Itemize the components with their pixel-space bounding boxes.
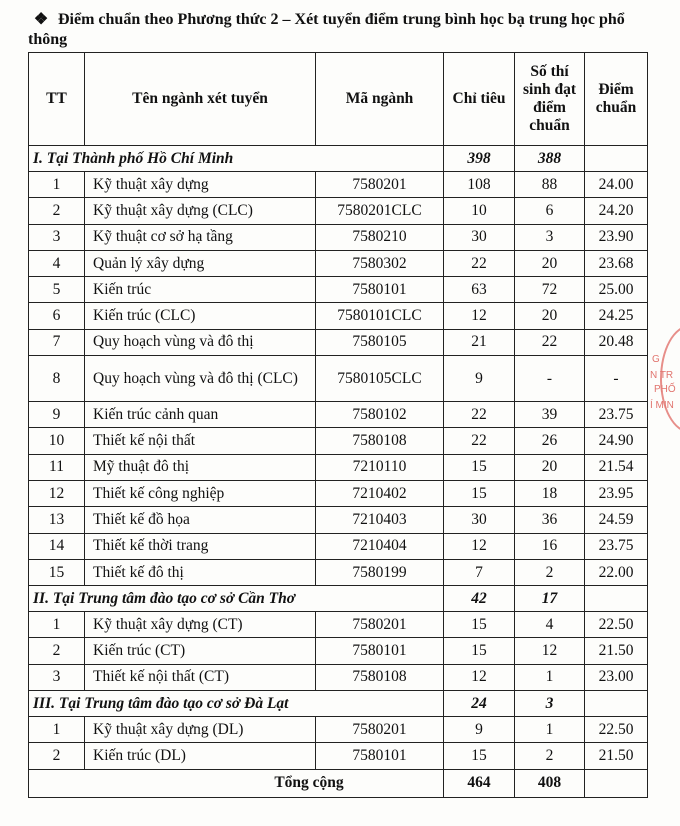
section-empty-cell (585, 586, 648, 612)
row-cutoff-score: 24.20 (585, 198, 648, 224)
section-empty-cell (585, 146, 648, 172)
row-quota: 15 (444, 638, 515, 664)
table-row (29, 172, 648, 198)
row-passed-count: 20 (515, 250, 585, 276)
row-major-code: 7210404 (316, 533, 444, 559)
row-quota: 15 (444, 480, 515, 506)
row-major-code: 7580199 (316, 559, 444, 585)
row-major-name: Kiến trúc (CLC) (85, 303, 316, 329)
row-quota: 15 (444, 454, 515, 480)
table-header-row (29, 53, 648, 146)
seal-text: N TR (650, 370, 674, 381)
row-major-name: Quy hoạch vùng và đô thị (85, 329, 316, 355)
row-major-name: Quản lý xây dựng (85, 250, 316, 276)
red-seal-stamp (648, 325, 680, 435)
row-major-code: 7210110 (316, 454, 444, 480)
row-quota: 22 (444, 402, 515, 428)
seal-text: Í MIN (650, 400, 674, 411)
section-title: III. Tại Trung tâm đào tạo cơ sở Đà Lạt (29, 691, 444, 717)
row-cutoff-score: 23.95 (585, 480, 648, 506)
row-cutoff-score: 22.00 (585, 559, 648, 585)
row-quota: 30 (444, 507, 515, 533)
row-major-code: 7580201 (316, 717, 444, 743)
table-row (29, 480, 648, 506)
row-passed-count: 72 (515, 277, 585, 303)
row-cutoff-score: 21.50 (585, 638, 648, 664)
row-major-name: Kỹ thuật xây dựng (DL) (85, 717, 316, 743)
section-row (29, 586, 648, 612)
table-row (29, 559, 648, 585)
row-major-name: Thiết kế đô thị (85, 559, 316, 585)
section-passed-count: 388 (515, 146, 585, 172)
row-cutoff-score: 22.50 (585, 612, 648, 638)
row-cutoff-score: 25.00 (585, 277, 648, 303)
row-passed-count: 22 (515, 329, 585, 355)
table-row (29, 329, 648, 355)
table-row (29, 533, 648, 559)
table-row (29, 717, 648, 743)
row-major-code: 7580105 (316, 329, 444, 355)
seal-text: PHỐ (654, 384, 676, 395)
row-cutoff-score: 24.25 (585, 303, 648, 329)
row-quota: 15 (444, 612, 515, 638)
table-row (29, 303, 648, 329)
row-major-name: Kỹ thuật xây dựng (CT) (85, 612, 316, 638)
table-row (29, 664, 648, 690)
row-major-name: Kiến trúc (85, 277, 316, 303)
row-index: 12 (29, 480, 85, 506)
row-quota: 12 (444, 303, 515, 329)
table-row (29, 277, 648, 303)
row-quota: 10 (444, 198, 515, 224)
row-cutoff-score: 22.50 (585, 717, 648, 743)
row-index: 1 (29, 172, 85, 198)
row-major-name: Quy hoạch vùng và đô thị (CLC) (85, 356, 316, 402)
row-index: 2 (29, 638, 85, 664)
row-passed-count: 2 (515, 743, 585, 769)
diamond-bullet-icon: ❖ (33, 11, 49, 28)
section-quota: 398 (444, 146, 515, 172)
section-empty-cell (585, 691, 648, 717)
row-quota: 15 (444, 743, 515, 769)
row-passed-count: 16 (515, 533, 585, 559)
table-row (29, 743, 648, 769)
table-row (29, 638, 648, 664)
row-passed-count: - (515, 356, 585, 402)
section-heading (28, 10, 658, 50)
section-passed-count: 17 (515, 586, 585, 612)
row-major-name: Kiến trúc (CT) (85, 638, 316, 664)
row-major-name: Kỹ thuật xây dựng (CLC) (85, 198, 316, 224)
row-major-name: Thiết kế đồ họa (85, 507, 316, 533)
total-label: Tổng cộng (29, 769, 444, 797)
total-quota: 464 (444, 769, 515, 797)
header-passed-count: Số thí sinh đạt điểm chuẩn (515, 53, 585, 146)
row-passed-count: 39 (515, 402, 585, 428)
row-passed-count: 12 (515, 638, 585, 664)
row-major-name: Mỹ thuật đô thị (85, 454, 316, 480)
table-row (29, 402, 648, 428)
row-passed-count: 6 (515, 198, 585, 224)
row-cutoff-score: 20.48 (585, 329, 648, 355)
row-major-code: 7580302 (316, 250, 444, 276)
row-cutoff-score: - (585, 356, 648, 402)
row-index: 6 (29, 303, 85, 329)
row-major-code: 7580101 (316, 277, 444, 303)
row-major-name: Thiết kế thời trang (85, 533, 316, 559)
section-heading-text: Điểm chuẩn theo Phương thức 2 – Xét tuyển điểm trung bình học bạ trung học phổ thông (28, 11, 625, 48)
total-passed-count: 408 (515, 769, 585, 797)
row-index: 9 (29, 402, 85, 428)
table-row (29, 198, 648, 224)
row-passed-count: 3 (515, 224, 585, 250)
row-index: 15 (29, 559, 85, 585)
row-cutoff-score: 24.00 (585, 172, 648, 198)
row-quota: 30 (444, 224, 515, 250)
row-quota: 7 (444, 559, 515, 585)
table-row (29, 428, 648, 454)
row-passed-count: 1 (515, 717, 585, 743)
section-title: I. Tại Thành phố Hồ Chí Minh (29, 146, 444, 172)
row-passed-count: 36 (515, 507, 585, 533)
row-major-code: 7580108 (316, 428, 444, 454)
row-major-name: Thiết kế nội thất (85, 428, 316, 454)
table-row (29, 507, 648, 533)
row-quota: 22 (444, 428, 515, 454)
row-index: 7 (29, 329, 85, 355)
table-row (29, 250, 648, 276)
row-major-code: 7210403 (316, 507, 444, 533)
row-index: 5 (29, 277, 85, 303)
row-quota: 12 (444, 664, 515, 690)
row-passed-count: 2 (515, 559, 585, 585)
row-cutoff-score: 23.75 (585, 533, 648, 559)
row-index: 11 (29, 454, 85, 480)
row-index: 4 (29, 250, 85, 276)
row-major-code: 7580210 (316, 224, 444, 250)
row-index: 13 (29, 507, 85, 533)
row-cutoff-score: 23.68 (585, 250, 648, 276)
section-row (29, 691, 648, 717)
row-index: 3 (29, 224, 85, 250)
seal-text: G (652, 354, 660, 365)
row-cutoff-score: 21.54 (585, 454, 648, 480)
row-quota: 9 (444, 717, 515, 743)
row-passed-count: 20 (515, 303, 585, 329)
table-row (29, 612, 648, 638)
row-index: 1 (29, 612, 85, 638)
row-quota: 22 (444, 250, 515, 276)
section-quota: 24 (444, 691, 515, 717)
header-major-name: Tên ngành xét tuyển (85, 53, 316, 146)
section-passed-count: 3 (515, 691, 585, 717)
row-major-name: Thiết kế công nghiệp (85, 480, 316, 506)
row-major-name: Kiến trúc (DL) (85, 743, 316, 769)
row-passed-count: 4 (515, 612, 585, 638)
row-major-code: 7210402 (316, 480, 444, 506)
row-quota: 9 (444, 356, 515, 402)
row-index: 10 (29, 428, 85, 454)
row-major-code: 7580101 (316, 638, 444, 664)
row-major-name: Kỹ thuật cơ sở hạ tầng (85, 224, 316, 250)
admission-score-table (28, 52, 648, 798)
row-cutoff-score: 23.00 (585, 664, 648, 690)
header-cutoff-score: Điểm chuẩn (585, 53, 648, 146)
section-quota: 42 (444, 586, 515, 612)
row-quota: 12 (444, 533, 515, 559)
row-index: 14 (29, 533, 85, 559)
row-passed-count: 18 (515, 480, 585, 506)
table-row (29, 356, 648, 402)
total-empty-cell (585, 769, 648, 797)
row-passed-count: 1 (515, 664, 585, 690)
row-cutoff-score: 21.50 (585, 743, 648, 769)
header-tt: TT (29, 53, 85, 146)
section-row (29, 146, 648, 172)
total-row (29, 769, 648, 797)
row-cutoff-score: 23.75 (585, 402, 648, 428)
row-major-code: 7580101CLC (316, 303, 444, 329)
row-index: 8 (29, 356, 85, 402)
row-passed-count: 26 (515, 428, 585, 454)
table-body (29, 146, 648, 798)
row-index: 2 (29, 743, 85, 769)
row-major-code: 7580105CLC (316, 356, 444, 402)
row-cutoff-score: 24.90 (585, 428, 648, 454)
table-row (29, 454, 648, 480)
row-cutoff-score: 23.90 (585, 224, 648, 250)
row-index: 2 (29, 198, 85, 224)
row-passed-count: 88 (515, 172, 585, 198)
row-quota: 21 (444, 329, 515, 355)
header-major-code: Mã ngành (316, 53, 444, 146)
row-passed-count: 20 (515, 454, 585, 480)
row-major-code: 7580201CLC (316, 198, 444, 224)
section-title: II. Tại Trung tâm đào tạo cơ sở Cần Thơ (29, 586, 444, 612)
row-major-code: 7580108 (316, 664, 444, 690)
row-major-name: Kỹ thuật xây dựng (85, 172, 316, 198)
table-row (29, 224, 648, 250)
row-major-code: 7580201 (316, 612, 444, 638)
row-major-name: Thiết kế nội thất (CT) (85, 664, 316, 690)
row-major-code: 7580101 (316, 743, 444, 769)
row-major-code: 7580102 (316, 402, 444, 428)
row-quota: 63 (444, 277, 515, 303)
header-quota: Chỉ tiêu (444, 53, 515, 146)
row-index: 3 (29, 664, 85, 690)
row-cutoff-score: 24.59 (585, 507, 648, 533)
row-major-code: 7580201 (316, 172, 444, 198)
row-major-name: Kiến trúc cảnh quan (85, 402, 316, 428)
row-index: 1 (29, 717, 85, 743)
row-quota: 108 (444, 172, 515, 198)
